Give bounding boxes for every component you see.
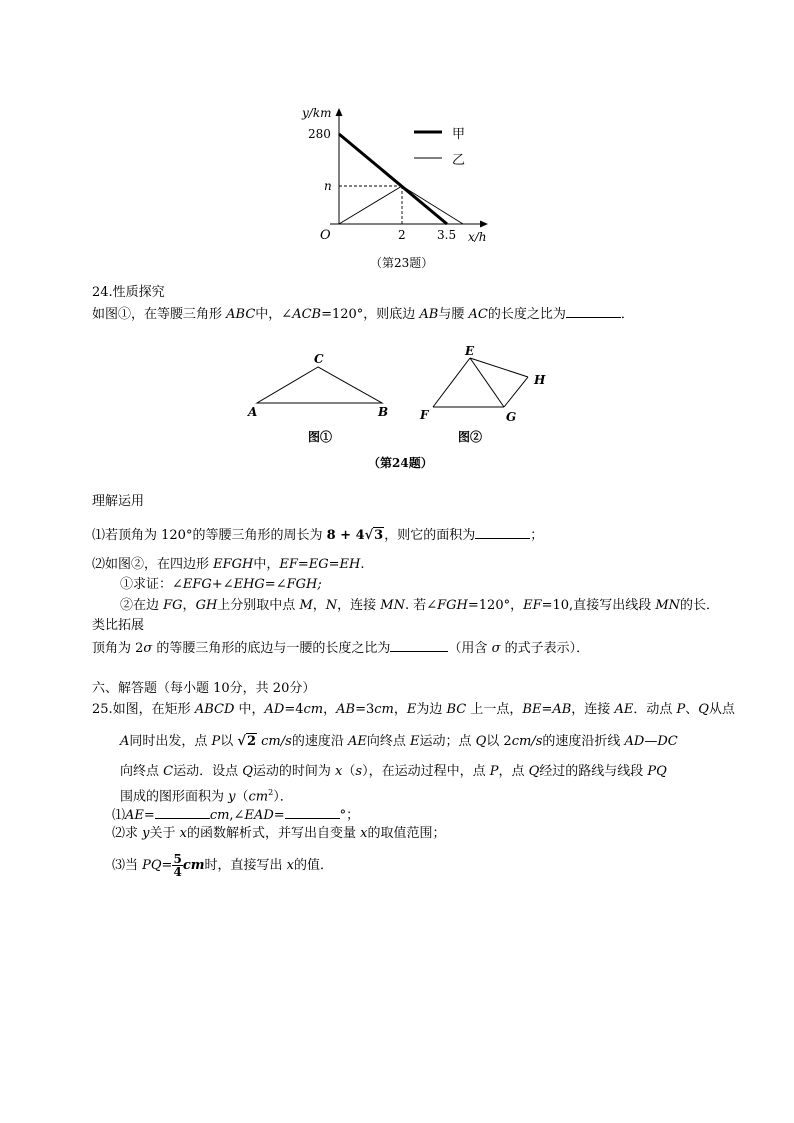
figure-24-caption: （第24题） bbox=[368, 456, 433, 470]
line-yi-up bbox=[339, 186, 402, 224]
q25-line-4: 围成的图形面积为 $y(cm^2)$． bbox=[120, 788, 293, 805]
segment-hg bbox=[504, 377, 528, 407]
x-tick-3-5: 3.5 bbox=[437, 228, 457, 242]
fig2-label-h: H bbox=[534, 373, 546, 387]
q24-section-understand: 理解运用 bbox=[92, 494, 145, 509]
fig2-caption: 图② bbox=[458, 430, 483, 444]
q24-intro: 如图①，在等腰三角形 ABC中，∠ACB=120°，则底边 AB与腰 AC的长度之比为 ． bbox=[92, 307, 634, 322]
q25-s1-blank-2 bbox=[285, 806, 340, 819]
figure-24-drawings bbox=[240, 342, 560, 472]
y-axis-arrow bbox=[336, 108, 343, 116]
q25-sub-1: ⑴AE= cm,∠EAD= °； bbox=[112, 808, 360, 823]
segment-eg bbox=[470, 358, 504, 407]
q25-line-3: 向终点 C运动．设点 Q运动的时间为 x（s），在运动过程中，点 P，点 Q经过的路线与线段 PQ bbox=[120, 764, 667, 779]
q24-p1-blank bbox=[475, 526, 530, 539]
y-tick-280: 280 bbox=[308, 127, 331, 141]
line-jia bbox=[339, 134, 447, 224]
legend-yi-label: 乙 bbox=[452, 153, 466, 168]
q25-sub-3: ⑶当 PQ= $\frac{5}{4}$ cm时，直接写出 x的值． bbox=[112, 852, 333, 879]
q24-part-1: ⑴若顶角为 120°的等腰三角形的周长为 8 + 4√3，则它的面积为 ； bbox=[92, 528, 544, 543]
origin-label: O bbox=[320, 228, 331, 243]
figure-24 bbox=[240, 342, 560, 472]
math-root-2: √2 bbox=[237, 734, 257, 749]
math-8-plus-4-root-3: 8 + 4√3 bbox=[326, 528, 384, 543]
triangle-abc bbox=[257, 367, 382, 403]
q24-section-analogy: 类比拓展 bbox=[92, 618, 145, 633]
x-tick-2: 2 bbox=[398, 228, 406, 242]
q24-part-2: ⑵如图②，在四边形 EFGH中，EF=EG=EH. bbox=[92, 557, 365, 572]
figure-23 bbox=[300, 100, 520, 275]
q24-intro-blank bbox=[566, 305, 621, 318]
y-tick-n: n bbox=[324, 179, 332, 193]
fig2-label-g: G bbox=[506, 410, 517, 424]
fig1-caption: 图① bbox=[308, 430, 333, 444]
q24-part-3: 顶角为 2σ 的等腰三角形的底边与一腰的长度之比为 （用含 σ 的式子表示）． bbox=[92, 641, 590, 656]
fig2-label-f: F bbox=[420, 408, 429, 422]
figure-23-caption: （第23题） bbox=[370, 256, 434, 270]
figure-23-graph bbox=[300, 100, 520, 275]
segment-eh bbox=[470, 358, 528, 377]
fig2-label-e: E bbox=[465, 344, 475, 358]
q24-title: 24.性质探究 bbox=[92, 285, 165, 300]
section-6-heading: 六、解答题（每小题 10分，共 20分） bbox=[92, 681, 316, 696]
fig1-label-b: B bbox=[378, 405, 389, 419]
x-axis-arrow bbox=[480, 221, 488, 228]
y-axis-label: y/km bbox=[302, 106, 332, 120]
fig1-label-a: A bbox=[248, 405, 258, 419]
fraction-5-over-4: $\frac{5}{4}$ bbox=[173, 852, 182, 879]
line-yi-down bbox=[402, 186, 463, 224]
q24-part-2-ii: ②在边 FG，GH上分别取中点 M，N，连接 MN. 若∠FGH=120°，EF=10,直接写出线段 MN的长． bbox=[120, 598, 720, 613]
q24-part-2-i: ①求证：∠EFG+∠EHG=∠FGH; bbox=[120, 577, 322, 592]
q25-line-2: A同时出发，点 P以 √2 cm/s的速度沿 AE向终点 E运动；点 Q以 2cm/s的速度沿折线 AD—DC bbox=[120, 734, 678, 749]
q25-sub-2: ⑵求 y关于 x的函数解析式，并写出自变量 x的取值范围； bbox=[112, 826, 446, 841]
q25-line-1: 25.如图，在矩形 ABCD 中，AD=4cm，AB=3cm，E为边 BC 上一点，BE=AB，连接 AE．动点 P、Q从点 bbox=[92, 702, 735, 717]
q25-s1-blank-1 bbox=[155, 806, 210, 819]
segment-ef bbox=[433, 358, 470, 407]
legend-jia-label: 甲 bbox=[452, 127, 466, 142]
x-axis-label: x/h bbox=[468, 230, 487, 244]
q24-p3-blank bbox=[390, 639, 448, 652]
fig1-label-c: C bbox=[314, 352, 324, 366]
